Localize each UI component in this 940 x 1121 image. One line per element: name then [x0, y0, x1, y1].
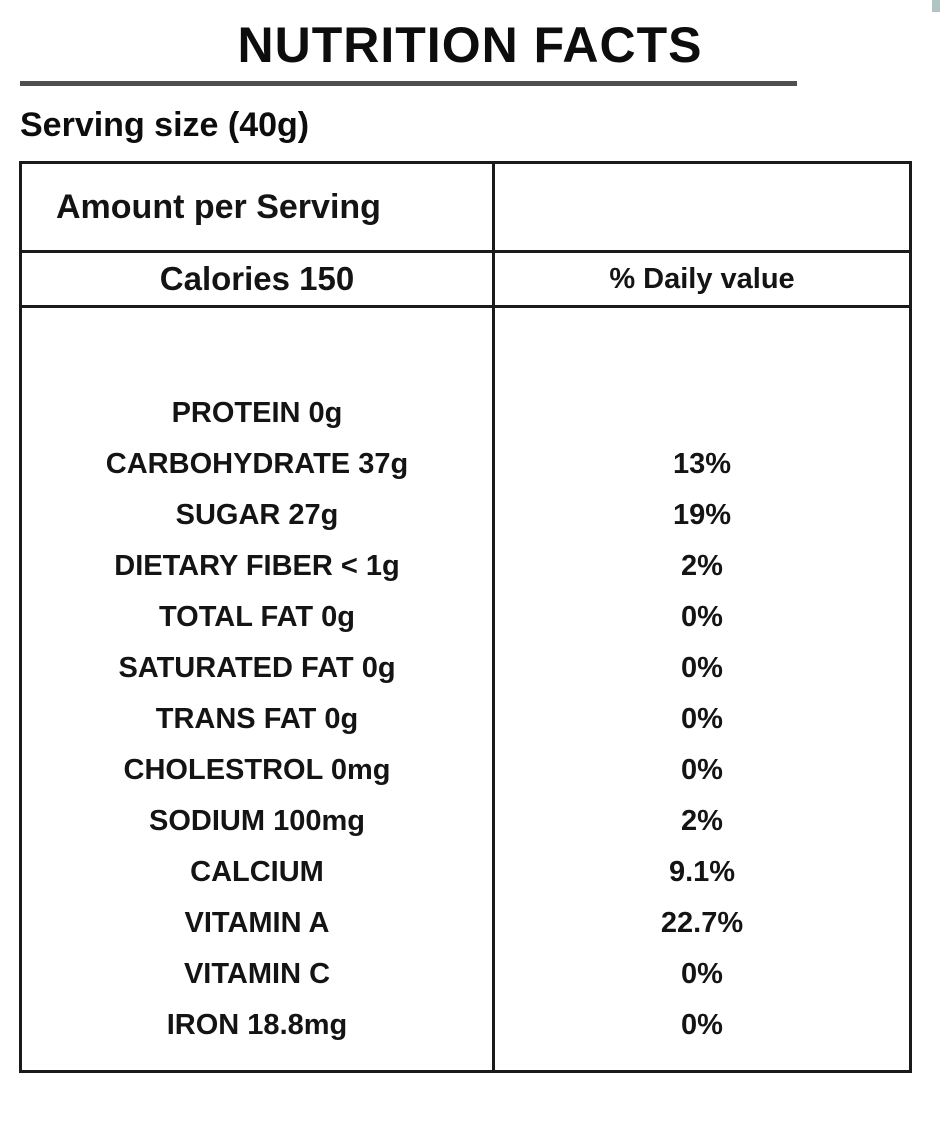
nutrient-daily-value: 9.1%: [668, 856, 736, 888]
amount-header-row: [22, 164, 909, 253]
calories-row: [22, 253, 909, 308]
nutrient-label: CARBOHYDRATE 37g: [105, 448, 409, 480]
nutrient-label: SATURATED FAT 0g: [118, 652, 396, 684]
nutrient-daily-value: 0%: [681, 1009, 723, 1041]
nutrient-label: VITAMIN A: [184, 907, 330, 939]
nutrient-daily-value: 0%: [681, 652, 723, 684]
nutrition-facts-table: [19, 161, 912, 1073]
nutrient-label: VITAMIN C: [183, 958, 331, 990]
nutrient-label: SODIUM 100mg: [149, 805, 365, 837]
nutrient-table-body: [22, 308, 909, 1070]
nutrient-label: CHOLESTROL 0mg: [123, 754, 391, 786]
amount-header-empty-cell: [495, 164, 909, 250]
calories-value: Calories 150: [159, 260, 355, 297]
amount-per-serving-header: Amount per Serving: [22, 164, 495, 250]
nutrient-label: DIETARY FIBER < 1g: [114, 550, 400, 582]
nutrient-daily-value: 0%: [681, 703, 723, 735]
nutrient-daily-value: 13%: [672, 448, 732, 480]
nutrient-daily-value: 0%: [681, 754, 723, 786]
nutrient-label: SUGAR 27g: [175, 499, 339, 531]
nutrient-daily-value: 19%: [672, 499, 732, 531]
nutrient-daily-value: 0%: [681, 601, 723, 633]
nutrient-daily-value: [495, 388, 909, 439]
nutrient-labels-column: [22, 308, 495, 1070]
daily-value-header: % Daily value: [609, 262, 795, 295]
page-title: NUTRITION FACTS: [237, 17, 703, 73]
nutrient-label: TRANS FAT 0g: [155, 703, 359, 735]
nutrient-daily-value: 2%: [681, 805, 723, 837]
nutrient-label: PROTEIN 0g: [171, 397, 343, 429]
scan-corner-artifact: [932, 0, 940, 12]
nutrient-label: TOTAL FAT 0g: [158, 601, 356, 633]
nutrient-label: CALCIUM: [190, 856, 324, 888]
title-divider-rule: [20, 81, 797, 86]
nutrient-label: IRON 18.8mg: [166, 1009, 348, 1041]
nutrient-daily-value: 2%: [681, 550, 723, 582]
nutrient-daily-value: 0%: [681, 958, 723, 990]
nutrient-daily-value: 22.7%: [660, 907, 744, 939]
serving-size-text: Serving size (40g): [20, 106, 310, 144]
daily-value-column: [495, 308, 909, 1070]
